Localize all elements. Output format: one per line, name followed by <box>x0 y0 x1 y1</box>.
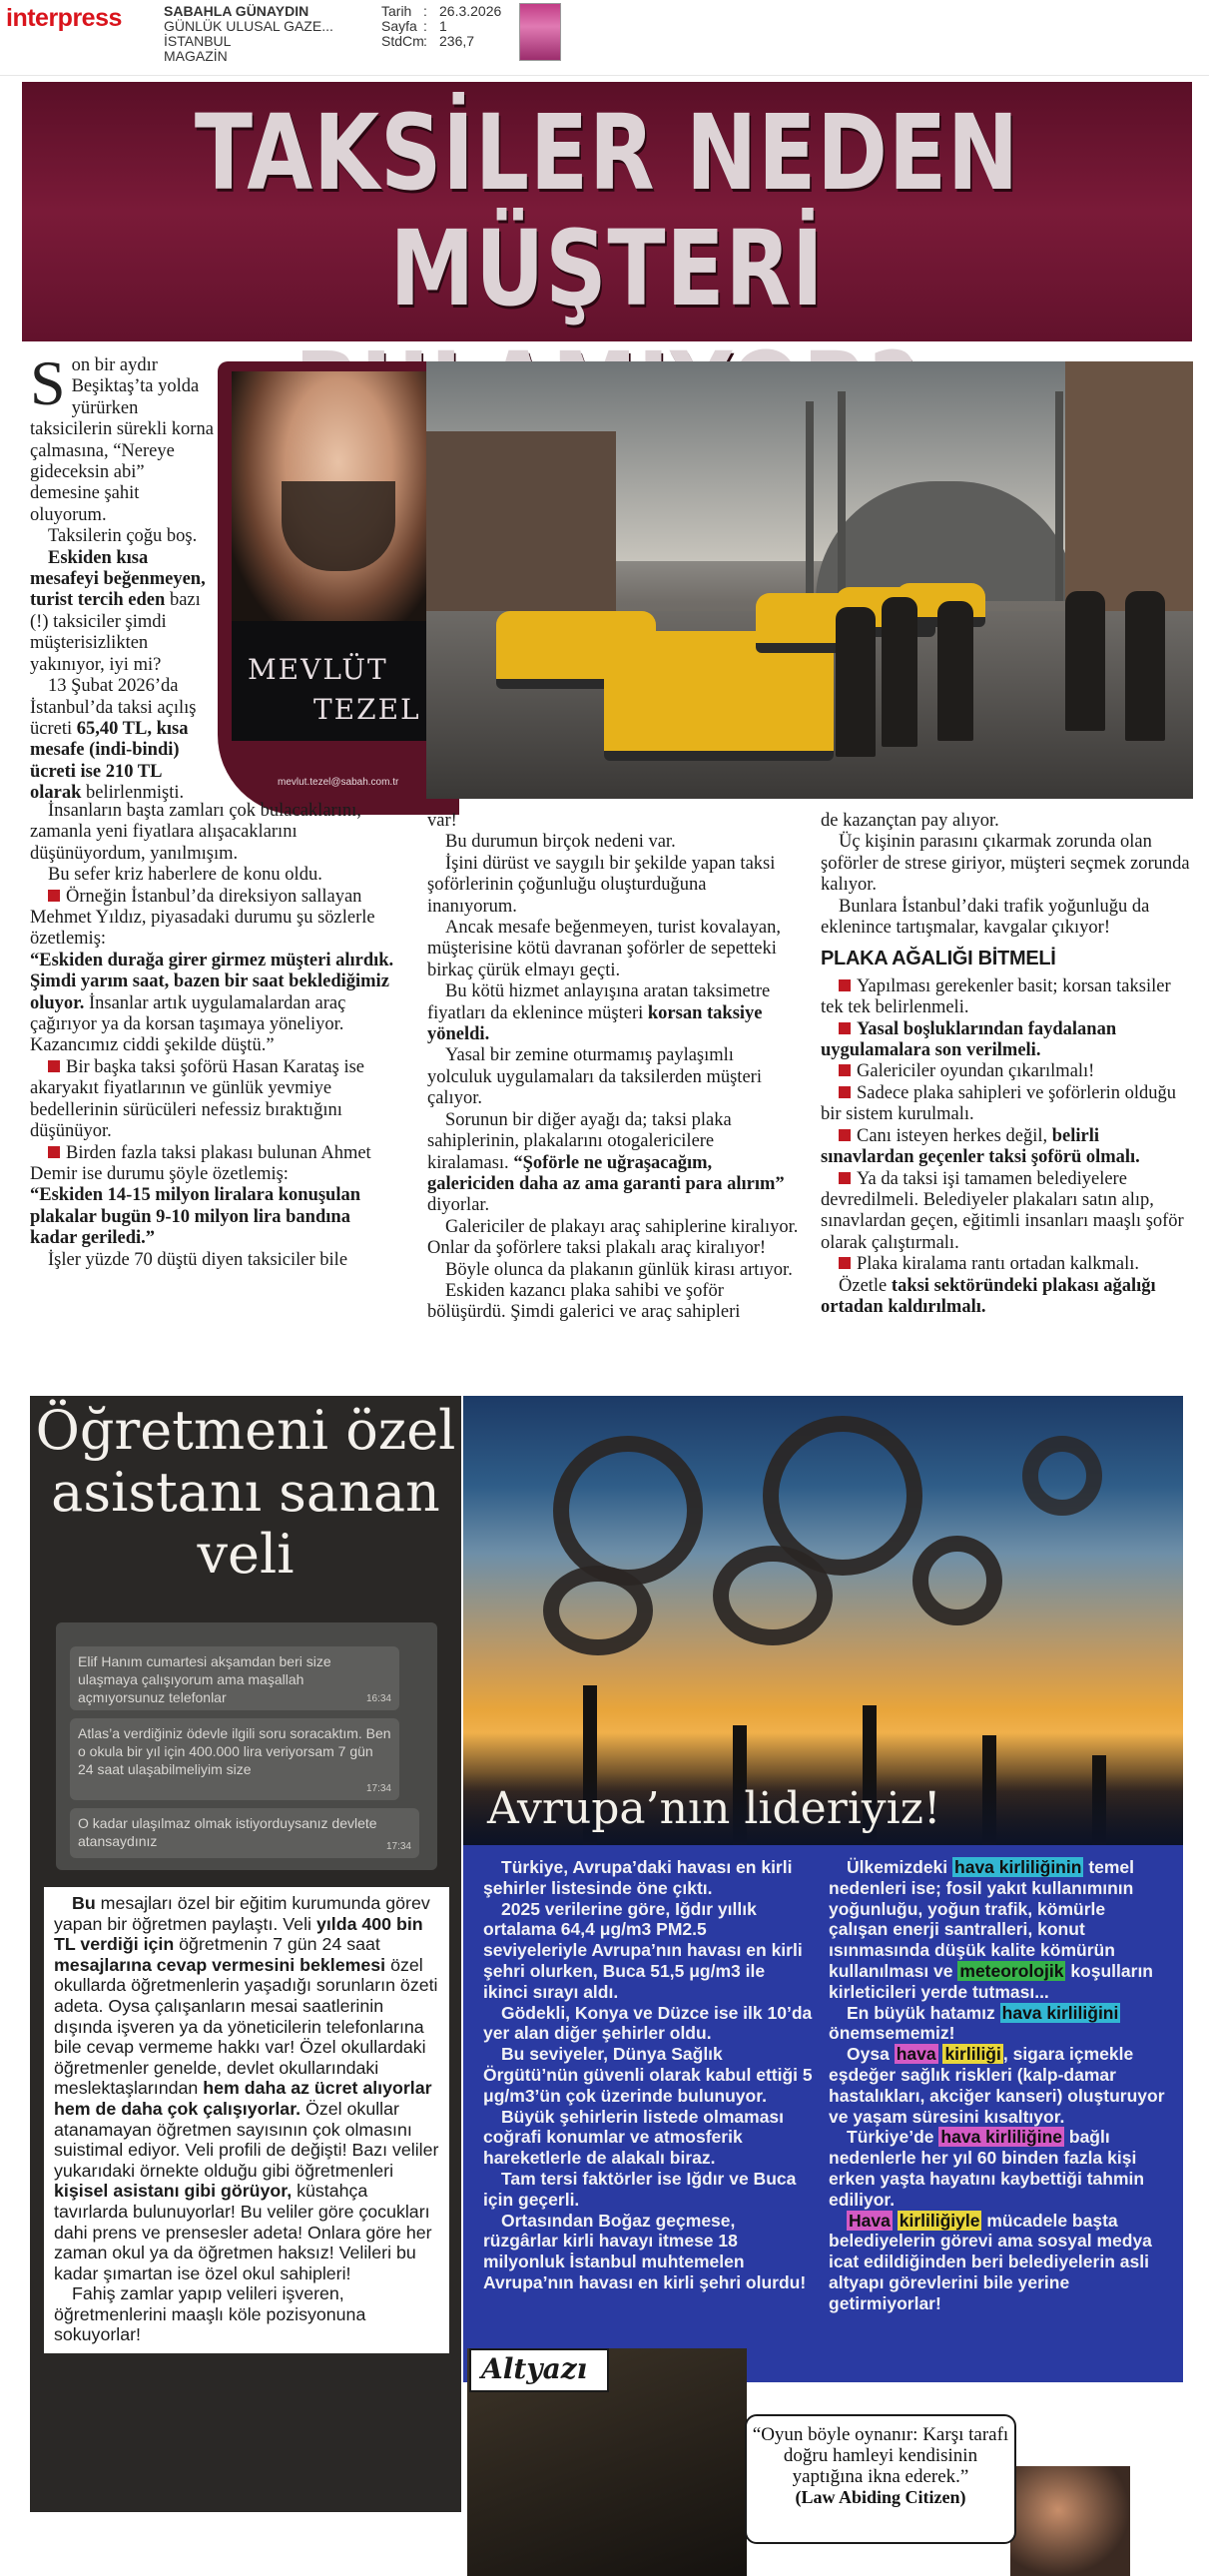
bold-text: kişisel asistanı gibi görüyor, <box>54 2181 293 2202</box>
colon: : <box>423 18 427 34</box>
quote: “Eskiden 14-15 milyon liralara konuşulan plakalar bugün 9-10 milyon lira bandına kadar geriledi.” <box>30 1185 361 1249</box>
paragraph: İşini dürüst ve saygılı bir şekilde yapan taksi şoförlerinin çoğunluğu oluşturduğuna inanıyorum. <box>427 853 776 917</box>
teacher-story-title: Öğretmeni özel asistanı sanan veli <box>35 1399 456 1586</box>
air-pollution-box <box>463 1845 1183 2382</box>
teacher-story-text <box>44 1887 449 2353</box>
bold-text: Yasal boşluklarından faydalanan uygulamalara son verilmeli. <box>821 1018 1117 1061</box>
paragraph: Galericiler de plakayı araç sahiplerine kiralıyor. Onlar da şoförlere taksi plakalı araç kiralıyor! <box>427 1216 799 1259</box>
page-thumbnail[interactable] <box>519 3 561 61</box>
article-intro <box>30 347 216 805</box>
text: Özetle <box>839 1275 888 1296</box>
paragraph: Ortasından Boğaz geçmese, rüzgârlar kirli havayı itmese 18 milyonluk İstanbul muhtemelen Avrupa’nın havası en kirli şehri olurdu! <box>483 2210 807 2292</box>
page-label: Sayfa <box>381 18 417 34</box>
date-label: Tarih <box>381 3 412 19</box>
clipping-header <box>0 0 1209 76</box>
bold-text: belirli sınavlardan geçenler taksi şoförü olmalı. <box>821 1125 1140 1168</box>
text: Ya da taksi işi tamamen belediyelere devredilmeli. Belediyeler plakaları satın alıp, sınavlardan geçen, eğitimli insanları maaşlı şoför olarak çalıştırmalı. <box>821 1168 1184 1253</box>
area-label: StdCm <box>381 33 424 49</box>
text: 13 Şubat 2026’da İstanbul’da taksi açılış ücreti <box>30 676 197 739</box>
bullet-square <box>839 1086 851 1098</box>
paragraph: Bunlara İstanbul’daki trafik yoğunluğu da eklenince tartışmalar, kavgalar çıkıyor! <box>821 896 1150 939</box>
paragraph: Türkiye, Avrupa’daki havası en kirli şehirler listesinde öne çıktı. <box>483 1857 793 1898</box>
page-value: 1 <box>439 18 447 34</box>
bold-text: hem daha az ücret alıyorlar hem de daha çok çalışıyorlar. <box>54 2078 432 2119</box>
paragraph: Üç kişinin parasını çıkarmak zorunda olan şoförler de strese giriyor, müşteri seçmek zorunda kalıyor. <box>821 832 1190 896</box>
drop-cap: S <box>30 347 66 418</box>
paragraph: Böyle olunca da plakanın günlük kirası artıyor. <box>445 1259 793 1280</box>
bold-text: 65,40 TL, kısa mesafe (indi-bindi) ücreti ise 210 TL olarak <box>30 718 189 804</box>
highlight: hava <box>896 2044 936 2065</box>
text: Türkiye’de <box>847 2127 934 2148</box>
message-text: Atlas’a verdiğiniz ödevle ilgili soru soracaktım. Ben o okula bir yıl için 400.000 lira veriyorsam 7 gün 24 saat ulaşabilmeliyim size <box>78 1725 391 1777</box>
author-first-name: MEVLÜT <box>248 653 388 686</box>
highlight: kirliliği <box>944 2044 1001 2065</box>
message-time: 16:34 <box>365 1693 391 1704</box>
bullet-square <box>839 1172 851 1184</box>
highlight: hava kirliliğini <box>1001 2002 1119 2023</box>
text: mesajları özel bir eğitim kurumunda görev yapan bir öğretmen paylaştı. Veli <box>54 1893 430 1934</box>
headline-line-2: MÜŞTERİ <box>389 208 825 329</box>
message-time: 17:34 <box>385 1841 411 1852</box>
text: küstahça tavırlarda bulunuyorlar! Bu veliler göre çocukları dahi prens ve prensesler adeta! Onlara göre her zaman okul ya da öğretmen haksız! Velileri bu kadar şımartan ise özel okul sahipleri! <box>54 2181 432 2283</box>
bold-text: Eskiden kısa mesafeyi beğenmeyen, turist tercih eden <box>30 547 206 611</box>
interpress-logo: interpress <box>6 4 122 32</box>
paragraph: 2025 verilerine göre, Iğdır yıllık ortalama 64,4 μg/m3 PM2.5 seviyeleriyle Avrupa’nın havası en kirli şehri olurken, Buca 51,5 μg/m3 ile ikinci sırayı aldı. <box>483 1898 803 2002</box>
bold-text: taksi sektöründeki plakası ağalığı ortadan kaldırılmalı. <box>821 1275 1156 1317</box>
bold-text: korsan taksiye yöneldi. <box>427 1002 763 1045</box>
bold-text: yılda 400 bin TL verdiği için <box>54 1913 423 1955</box>
publication-type: GÜNLÜK ULUSAL GAZE... <box>164 18 333 34</box>
text: Bir başka taksi şoförü Hasan Karataş ise akaryakıt fiyatlarının ve günlük yevmiye bedellerinin sürücüleri nefessiz bıraktığını düşünüyor. <box>30 1056 364 1142</box>
text: Yapılması gerekenler basit; korsan taksiler tek tek belirlenmeli. <box>821 975 1171 1018</box>
text: öğretmenin 7 gün 24 saat <box>179 1934 380 1955</box>
paragraph: Ancak mesafe beğenmeyen, turist kovalayan, müşterisine kötü davranan şoförler de sepetteki birkaç çürük elmayı geçti. <box>427 918 781 980</box>
author-email: mevlut.tezel@sabah.com.tr <box>278 777 399 788</box>
quote-text: “Oyun böyle oynanır: Karşı tarafı doğru hamleyi kendisinin yaptığına ikna ederek.” <box>752 2424 1009 2487</box>
author-photo <box>232 371 445 631</box>
text: Sadece plaka sahipleri ve şoförlerin olduğu bir sistem kurulmalı. <box>821 1082 1177 1125</box>
paragraph: Büyük şehirlerin listede olmaması coğrafi konumlar ve atmosferik hareketlerle de alakalı biraz. <box>483 2106 785 2169</box>
quote: “Eskiden durağa girer girmez müşteri alırdık. Şimdi yarım saat, bazen bir saat beklediğimiz oluyor. <box>30 950 394 1013</box>
text: Bu kötü hizmet anlayışına aratan taksimetre fiyatları da eklenince müşteri <box>427 981 771 1023</box>
author-portrait <box>218 361 459 815</box>
text: En büyük hatamız <box>847 2002 995 2023</box>
text: koşulların kirleticileri yerde tutması... <box>829 1960 1153 2002</box>
message-screenshot <box>56 1622 437 1870</box>
section-title-text: Avrupa’nın lideriyiz! <box>487 1783 941 1834</box>
article-col-1 <box>30 801 401 1271</box>
bullet-square <box>839 1257 851 1269</box>
paragraph: İnsanların başta zamları çok bulacaklarını, zamanla yeni fiyatlara alışacaklarını düşünüyordum, yanılmışım. <box>30 801 361 864</box>
message-text: Elif Hanım cumartesi akşamdan beri size ulaşmaya çalışıyorum ama maşallah açmıyorsunuz telefonlar <box>78 1653 331 1705</box>
article-col-2 <box>427 811 799 1324</box>
bullet-square <box>839 1022 851 1034</box>
text: Ülkemizdeki <box>847 1857 948 1877</box>
text: mücadele başta belediyelerin görevi ama sosyal medya icat edildiğinden beri belediyelerin asli altyapı görevlerini bile yerine getirmiyorlar! <box>829 2210 1152 2313</box>
message-bubble <box>70 1808 419 1858</box>
message-text: O kadar ulaşılmaz olmak istiyorduysanız devlete atansaydınız <box>78 1815 377 1849</box>
text: Galericiler oyundan çıkarılmalı! <box>857 1061 1095 1082</box>
paragraph: Bu seviyeler, Dünya Sağlık Örgütü’nün güvenli olarak kabul ettiği 5 μg/m3’ün çok üzerinde bulunuyor. <box>483 2044 813 2106</box>
text: diyorlar. <box>427 1195 490 1216</box>
publication-section: MAGAZİN <box>164 48 228 64</box>
text: İnsanlar artık uygulamalardan araç çağırıyor ya da korsan taşımaya yöneliyor. Kazancımız ciddi şekilde düştü.” <box>30 992 346 1056</box>
paragraph: de kazançtan pay alıyor. <box>821 811 999 831</box>
text: bağlı nedenlerle her yıl 60 binden fazla kişi erken yaşta hayatını kaybettiği tahmin ediliyor. <box>829 2127 1145 2210</box>
text: Özel okullar atanamayan öğretmen sayısının çok olmasını suistimal ediyor. Veli profili de değişti! Bazı veliler yukarıdaki örnekte olduğu gibi öğretmenleri <box>54 2098 439 2181</box>
intro-text: on bir aydır Beşiktaş’ta yolda yürürken taksicilerin sürekli korna çalmasına, “Nereye gideceksin abi” demesine şahit oluyorum. <box>30 355 214 525</box>
message-bubble <box>70 1646 399 1710</box>
message-bubble <box>70 1718 399 1800</box>
text: Oysa <box>847 2044 890 2065</box>
europe-section-title <box>463 1773 1183 1845</box>
paragraph: İşler yüzde 70 düştü diyen taksiciler bile <box>48 1249 348 1270</box>
text: özel okullarda öğretmenlerin yaşadığı sorunların özeti adeta. Oysa çalışanların mesai saatlerinin dışında işveren ya da yöneticilerin telefonlarına bile cevap vermeme hakkı var! Özel okullardaki öğretmenler genelde, devlet okullarındaki meslektaşlarından <box>54 1954 438 2099</box>
bullet-square <box>839 979 851 991</box>
text: önemsememiz! <box>829 2023 955 2044</box>
highlight: meteorolojik <box>959 1960 1064 1981</box>
bullet-square <box>48 1146 60 1158</box>
paragraph: Yasal bir zemine oturmamış paylaşımlı yolculuk uygulamaları da taksilerden müşteri çalıyor. <box>427 1045 762 1109</box>
altyazi-label: Altyazı <box>469 2348 609 2392</box>
text: Sorunun bir diğer ayağı da; taksi plaka sahiplerinin, plakalarını otogalericilere kiralaması. <box>427 1109 732 1173</box>
headline-line-1: TAKSİLER NEDEN <box>194 92 1020 214</box>
bold-text: mesajlarına cevap vermesini beklemesi <box>54 1954 386 1975</box>
text: Canı isteyen herkes değil, <box>857 1125 1048 1146</box>
text: Örneğin İstanbul’da direksiyon sallayan Mehmet Yıldız, piyasadaki durumu şu sözlerle özetlemiş: <box>30 886 375 950</box>
text: temel nedenleri ise; fosil yakıt kullanımının yoğunluğu, yoğun trafik, kömürle çalışan enerji santralleri, konut ısınmasında düşük kalite kömürün kullanılması ve <box>829 1857 1135 1981</box>
highlight: hava kirliliğine <box>940 2127 1062 2148</box>
article-col-3 <box>821 811 1194 1318</box>
paragraph: Gödekli, Konya ve Düzce ise ilk 10’da yer alan diğer şehirler oldu. <box>483 2002 813 2044</box>
quote: “Şoförle ne uğraşacağım, galericiden daha az ama garanti para alırım” <box>427 1152 785 1194</box>
area-value: 236,7 <box>439 33 475 49</box>
text: Birden fazla taksi plakası bulunan Ahmet Demir ise durumu şöyle özetlemiş: <box>30 1142 371 1184</box>
paragraph: Bu durumun birçok nedeni var. <box>445 832 676 853</box>
bullet-square <box>839 1129 851 1141</box>
bullet-square <box>48 890 60 902</box>
text: bazı (!) taksiciler şimdi müşterisizlikten yakınıyor, iyi mi? <box>30 590 201 675</box>
highlight: Hava <box>849 2210 891 2231</box>
highlight: hava kirliliğinin <box>954 1857 1082 1877</box>
paragraph: Bu sefer kriz haberlere de konu oldu. <box>48 865 322 886</box>
date-value: 26.3.2026 <box>439 3 502 19</box>
paragraph: Fahiş zamlar yapıp velileri işveren, öğretmenlerini maaşlı köle pozisyonuna sokuyorlar! <box>54 2283 366 2345</box>
air-col-2 <box>829 1857 1168 2314</box>
paragraph: Eskiden kazancı plaka sahibi ve şoför bölüşürdü. Şimdi galerici ve araç sahipleri <box>427 1280 741 1323</box>
film-quote <box>745 2414 1016 2544</box>
paragraph: Taksilerin çoğu boş. <box>48 526 198 547</box>
bullet-square <box>839 1064 851 1076</box>
actor-photo <box>1010 2466 1130 2576</box>
colon: : <box>423 33 427 49</box>
publication-name: SABAHLA GÜNAYDIN <box>164 3 309 19</box>
publication-city: İSTANBUL <box>164 33 232 49</box>
paragraph: var! <box>427 811 457 831</box>
taxi-queue-photo <box>426 361 1193 799</box>
text: , sigara içmekle eşdeğer sağlık riskleri (kalp-damar hastalıkları, akciğer kanseri) oluşturuyor ve yaşam süresini kısaltıyor. <box>829 2044 1165 2127</box>
film-title: (Law Abiding Citizen) <box>795 2487 966 2507</box>
text: Plaka kiralama rantı ortadan kalkmalı. <box>857 1254 1140 1275</box>
author-last-name: TEZEL <box>313 693 421 726</box>
air-col-1 <box>483 1857 813 2293</box>
bullet-square <box>48 1060 60 1072</box>
paragraph: Tam tersi faktörler ise Iğdır ve Buca için geçerli. <box>483 2168 797 2210</box>
colon: : <box>423 3 427 19</box>
highlight: kirliliğiyle <box>899 2210 980 2231</box>
text: belirlenmişti. <box>86 783 185 804</box>
message-time: 17:34 <box>365 1783 391 1794</box>
headline-banner <box>22 82 1192 341</box>
subheading: PLAKA AĞALIĞI BİTMELİ <box>821 948 1056 970</box>
bold-text: Bu <box>72 1893 96 1913</box>
